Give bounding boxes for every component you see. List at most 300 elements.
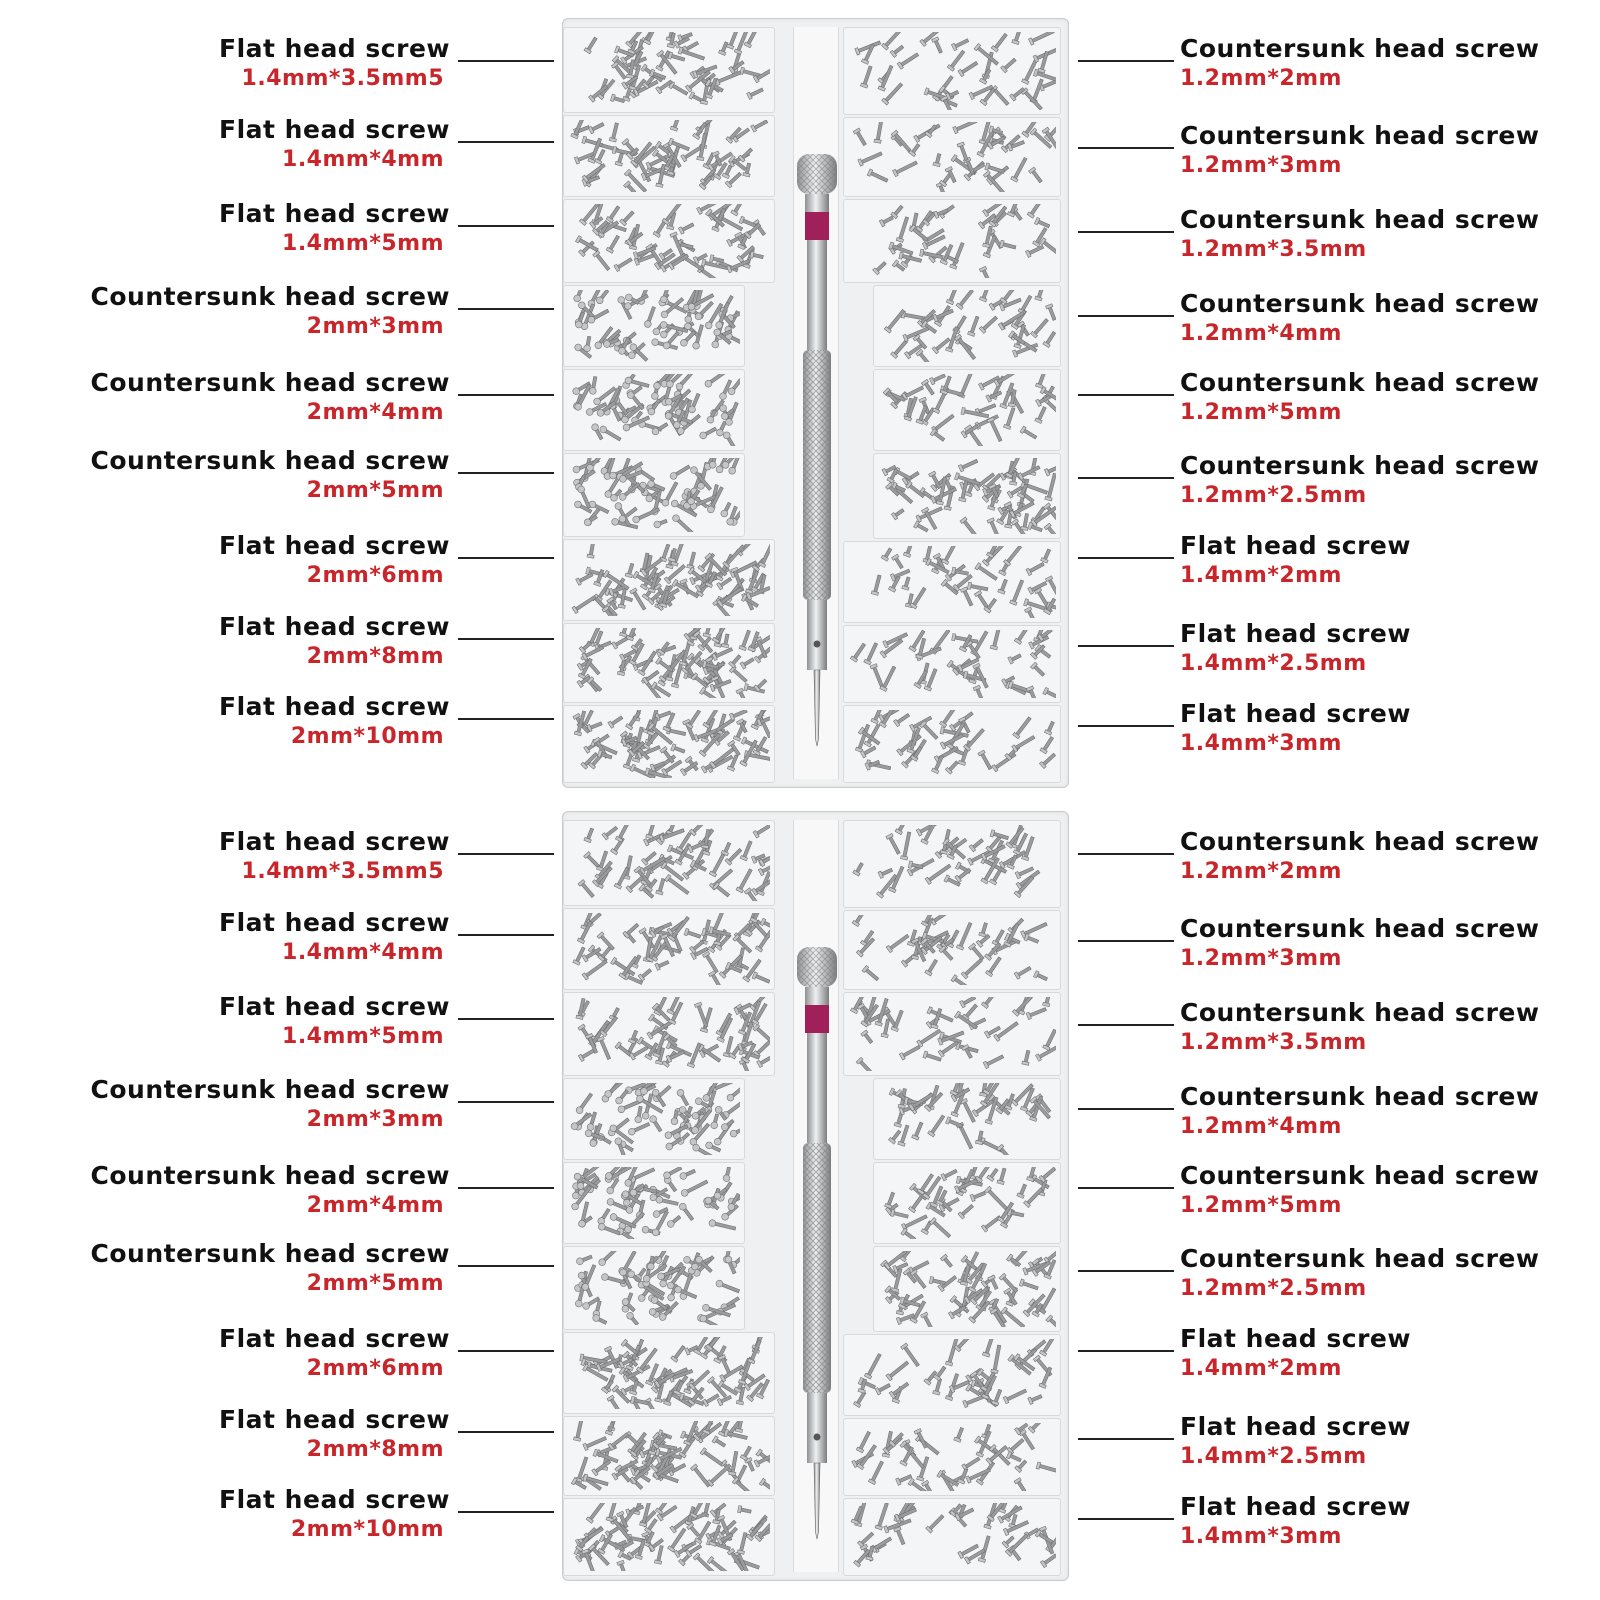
tray-compartment: [563, 623, 775, 703]
screw-icon: [962, 1045, 974, 1060]
tray-compartment: [563, 453, 745, 537]
screw-pile: [568, 1421, 770, 1491]
screw-type-name: Flat head screw: [219, 612, 450, 641]
screw-size: 2mm*10mm: [290, 1517, 444, 1542]
screw-pile: [568, 913, 770, 985]
tray-compartment: [563, 285, 745, 367]
screw-icon: [969, 943, 986, 961]
screw-icon: [960, 517, 978, 534]
screw-icon: [728, 654, 742, 669]
screw-icon: [886, 933, 910, 953]
screw-type-name: Countersunk head screw: [90, 1075, 450, 1104]
screw-icon: [893, 159, 919, 176]
screw-icon: [1003, 1388, 1027, 1404]
tray-compartment: [843, 117, 1061, 197]
leader-line: [1078, 315, 1174, 317]
screw-icon: [748, 1339, 763, 1364]
screw-icon: [625, 1311, 640, 1325]
leader-line: [458, 225, 554, 227]
screw-type-name: Countersunk head screw: [1180, 914, 1540, 943]
screw-icon: [870, 664, 885, 689]
screw-icon: [678, 221, 694, 234]
screw-icon: [608, 714, 624, 728]
screw-icon: [615, 825, 630, 842]
screw-icon: [941, 546, 959, 565]
screw-type-name: Countersunk head screw: [1180, 121, 1540, 150]
screw-type-name: Flat head screw: [219, 1485, 450, 1514]
tray-compartment: [563, 908, 775, 990]
screw-type-name: Countersunk head screw: [90, 446, 450, 475]
screw-type-name: Flat head screw: [219, 1324, 450, 1353]
screw-type-name: Flat head screw: [219, 692, 450, 721]
screw-icon: [715, 1279, 740, 1294]
screw-icon: [643, 306, 657, 328]
leader-line: [458, 1101, 554, 1103]
screw-type-name: Flat head screw: [219, 531, 450, 560]
screw-icon: [903, 546, 916, 557]
screw-icon: [655, 959, 670, 971]
screw-pile: [848, 204, 1056, 278]
screw-icon: [666, 1214, 682, 1229]
screw-icon: [719, 41, 730, 55]
screw-type-name: Countersunk head screw: [1180, 827, 1540, 856]
leader-line: [458, 1018, 554, 1020]
screw-icon: [901, 1228, 917, 1239]
screw-icon: [934, 745, 959, 763]
screw-icon: [1030, 662, 1046, 677]
screw-icon: [899, 1044, 921, 1060]
screw-type-name: Countersunk head screw: [90, 1239, 450, 1268]
right-screw-label: [1180, 914, 1600, 974]
screw-icon: [902, 576, 912, 590]
right-screw-label: [1180, 699, 1600, 759]
screw-icon: [928, 1114, 947, 1137]
screw-type-name: Countersunk head screw: [90, 368, 450, 397]
leader-line: [458, 853, 554, 855]
leader-line: [1078, 853, 1174, 855]
screw-icon: [1044, 523, 1056, 534]
screw-type-name: Flat head screw: [1180, 1412, 1411, 1441]
right-screw-label: [1180, 1161, 1600, 1221]
screw-icon: [974, 590, 990, 609]
screw-icon: [1046, 1315, 1056, 1327]
tray-compartment: [843, 910, 1061, 990]
screw-type-name: Countersunk head screw: [1180, 289, 1540, 318]
screw-pile: [848, 122, 1056, 192]
screw-icon: [941, 1168, 958, 1181]
screw-icon: [891, 507, 905, 520]
screw-pile: [878, 1167, 1056, 1239]
screw-kit-panel-bottom: [0, 793, 1600, 1593]
screw-icon: [692, 324, 705, 350]
screw-icon: [1020, 426, 1038, 441]
screw-icon: [979, 315, 999, 334]
screw-icon: [978, 750, 994, 771]
screw-icon: [573, 343, 592, 360]
screw-size: 1.4mm*3mm: [1180, 1524, 1342, 1549]
screw-pile: [568, 204, 770, 278]
left-screw-label: [30, 612, 450, 672]
screw-icon: [732, 1477, 757, 1491]
leader-line: [458, 1187, 554, 1189]
screw-icon: [987, 417, 1004, 442]
screw-icon: [940, 244, 954, 265]
tray-compartment: [563, 27, 775, 113]
screw-pile: [848, 1423, 1056, 1491]
screw-icon: [620, 210, 636, 226]
screw-icon: [1033, 1355, 1053, 1377]
tray-compartment: [563, 1332, 775, 1414]
screw-icon: [929, 1218, 951, 1239]
screw-icon: [617, 1560, 628, 1571]
screw-icon: [853, 128, 868, 147]
screw-icon: [687, 551, 698, 569]
screw-icon: [738, 1506, 752, 1515]
screw-icon: [1026, 1006, 1047, 1020]
screw-icon: [933, 153, 943, 167]
left-screw-label: [30, 992, 450, 1052]
screw-icon: [593, 251, 612, 272]
screw-icon: [933, 1378, 944, 1395]
tray-compartment: [843, 27, 1061, 115]
screw-icon: [759, 1478, 770, 1491]
leader-line: [1078, 1350, 1174, 1352]
screw-icon: [614, 1088, 630, 1105]
screw-icon: [874, 122, 885, 143]
screw-icon: [1044, 721, 1056, 736]
screw-pile: [848, 1339, 1056, 1411]
screw-icon: [642, 669, 660, 685]
screw-icon: [690, 1464, 711, 1488]
screw-icon: [573, 290, 586, 303]
screw-icon: [1019, 1279, 1039, 1292]
screw-icon: [1014, 630, 1030, 644]
screw-size: 1.2mm*2mm: [1180, 859, 1342, 884]
screw-type-name: Flat head screw: [219, 827, 450, 856]
screw-icon: [1035, 290, 1047, 301]
screw-pile: [848, 997, 1056, 1071]
screw-icon: [916, 349, 934, 362]
screw-icon: [615, 152, 625, 166]
screw-icon: [991, 1389, 1003, 1406]
screw-icon: [576, 571, 594, 585]
screw-type-name: Countersunk head screw: [1180, 451, 1540, 480]
screw-icon: [1035, 406, 1048, 424]
screw-icon: [702, 951, 719, 974]
leader-line: [1078, 147, 1174, 149]
screw-size: 1.4mm*5mm: [282, 231, 444, 256]
screw-pile: [878, 374, 1056, 446]
tray-compartment: [843, 541, 1061, 623]
screw-icon: [1024, 1186, 1045, 1207]
screw-size: 1.2mm*4mm: [1180, 321, 1342, 346]
screw-icon: [961, 957, 984, 979]
leader-line: [1078, 1270, 1174, 1272]
screw-icon: [669, 463, 691, 480]
left-screw-label: [30, 908, 450, 968]
screw-icon: [626, 628, 640, 641]
leader-line: [458, 557, 554, 559]
screw-icon: [930, 429, 946, 443]
screw-pile: [568, 825, 770, 901]
screw-icon: [853, 1391, 867, 1408]
screw-pile: [848, 1503, 1056, 1571]
screw-size: 2mm*8mm: [306, 644, 444, 669]
screw-icon: [890, 44, 905, 58]
leader-line: [458, 60, 554, 62]
screw-icon: [583, 336, 593, 352]
screw-icon: [722, 1167, 732, 1182]
screw-size: 2mm*6mm: [306, 563, 444, 588]
right-screw-label: [1180, 619, 1600, 679]
screw-icon: [873, 260, 888, 275]
screw-icon: [1005, 1532, 1029, 1556]
screw-icon: [884, 308, 906, 333]
left-screw-label: [30, 115, 450, 175]
screw-icon: [973, 685, 984, 698]
screw-icon: [921, 825, 939, 845]
screw-icon: [945, 1339, 959, 1366]
screw-icon: [638, 967, 653, 981]
left-screw-label: [30, 199, 450, 259]
screw-type-name: Countersunk head screw: [1180, 998, 1540, 1027]
screw-icon: [858, 150, 883, 166]
right-screw-label: [1180, 289, 1600, 349]
tray-compartment: [873, 1246, 1061, 1332]
screw-icon: [940, 1254, 953, 1268]
screw-icon: [584, 36, 599, 54]
screw-size: 2mm*5mm: [306, 1271, 444, 1296]
screw-icon: [1014, 965, 1032, 979]
tray-compartment: [843, 820, 1061, 908]
screw-icon: [575, 1092, 594, 1115]
tray-compartment: [873, 1162, 1061, 1244]
tray-compartment: [563, 539, 775, 621]
screw-icon: [983, 1053, 1004, 1068]
screw-size: 2mm*4mm: [306, 400, 444, 425]
tray-compartment: [843, 1334, 1061, 1416]
screw-icon: [1041, 548, 1053, 563]
right-screw-label: [1180, 1412, 1600, 1472]
leader-line: [458, 934, 554, 936]
tray-compartment: [563, 369, 745, 451]
right-screw-label: [1180, 121, 1600, 181]
screw-type-name: Countersunk head screw: [90, 1161, 450, 1190]
screw-icon: [583, 514, 598, 527]
screw-icon: [747, 86, 765, 99]
screw-icon: [606, 234, 621, 253]
screw-icon: [898, 1124, 911, 1146]
screw-icon: [891, 130, 912, 153]
screw-icon: [970, 1190, 986, 1202]
screw-icon: [1000, 240, 1017, 251]
screw-icon: [574, 1421, 586, 1441]
screw-icon: [597, 1251, 622, 1267]
screw-icon: [856, 1057, 877, 1071]
leader-line: [458, 472, 554, 474]
screw-type-name: Flat head screw: [219, 34, 450, 63]
screw-icon: [676, 1088, 690, 1107]
screw-icon: [653, 518, 668, 529]
screw-icon: [926, 1513, 946, 1533]
screw-size: 1.4mm*4mm: [282, 940, 444, 965]
screw-icon: [917, 1173, 935, 1195]
screw-icon: [736, 868, 754, 893]
screw-icon: [662, 1167, 682, 1180]
screw-type-name: Countersunk head screw: [90, 282, 450, 311]
left-screw-label: [30, 1485, 450, 1545]
screw-icon: [979, 266, 997, 278]
screw-icon: [958, 458, 978, 472]
screw-icon: [1028, 1423, 1042, 1433]
screw-type-name: Flat head screw: [219, 992, 450, 1021]
screw-icon: [1026, 561, 1045, 576]
screw-icon: [850, 642, 867, 662]
leader-line: [458, 141, 554, 143]
screw-icon: [648, 1114, 663, 1132]
right-screw-label: [1180, 531, 1600, 591]
screw-pile: [848, 32, 1056, 110]
leader-line: [1078, 940, 1174, 942]
screw-icon: [878, 867, 893, 879]
tray-compartment: [873, 453, 1061, 539]
screw-size: 1.4mm*2.5mm: [1180, 651, 1367, 676]
screw-icon: [1035, 374, 1051, 388]
screw-type-name: Flat head screw: [1180, 531, 1411, 560]
leader-line: [1078, 645, 1174, 647]
screw-size: 1.2mm*3mm: [1180, 153, 1342, 178]
screw-icon: [1028, 1393, 1043, 1405]
screw-icon: [951, 975, 972, 985]
screw-icon: [991, 32, 1009, 52]
screw-type-name: Countersunk head screw: [1180, 1244, 1540, 1273]
screw-icon: [954, 1427, 965, 1443]
screw-icon: [1040, 735, 1055, 753]
leader-line: [1078, 60, 1174, 62]
screw-size: 2mm*5mm: [306, 478, 444, 503]
leader-line: [458, 1431, 554, 1433]
screw-icon: [588, 500, 610, 515]
screw-icon: [637, 1288, 651, 1303]
screw-icon: [1024, 607, 1040, 618]
screw-pile: [878, 290, 1056, 362]
screw-icon: [871, 574, 883, 595]
screw-icon: [708, 1219, 736, 1232]
screw-icon: [584, 827, 595, 842]
screw-icon: [722, 431, 740, 446]
screw-icon: [1012, 32, 1025, 45]
screw-icon: [587, 544, 596, 558]
screw-icon: [921, 1312, 938, 1327]
left-screw-label: [30, 368, 450, 428]
screw-type-name: Countersunk head screw: [1180, 1161, 1540, 1190]
leader-line: [1078, 231, 1174, 233]
screw-icon: [897, 51, 920, 69]
screw-type-name: Countersunk head screw: [1180, 368, 1540, 397]
screw-icon: [879, 214, 894, 226]
screw-icon: [945, 760, 959, 775]
screw-icon: [958, 1203, 975, 1219]
screw-icon: [969, 837, 985, 852]
screw-icon: [712, 1436, 727, 1449]
screw-icon: [901, 832, 913, 860]
screw-icon: [1003, 407, 1016, 429]
screw-icon: [1027, 204, 1042, 218]
screw-icon: [576, 1253, 593, 1265]
screw-icon: [1021, 88, 1044, 110]
screw-icon: [1028, 32, 1055, 45]
screw-size: 1.4mm*3.5mm5: [241, 66, 444, 91]
screw-icon: [678, 1202, 695, 1222]
screw-icon: [1018, 464, 1041, 480]
left-screw-label: [30, 1239, 450, 1299]
screw-size: 1.4mm*5mm: [282, 1024, 444, 1049]
screw-size: 1.4mm*2mm: [1180, 1356, 1342, 1381]
screw-pile: [878, 1083, 1056, 1155]
left-screw-label: [30, 1324, 450, 1384]
screw-icon: [951, 37, 969, 51]
screw-size: 1.2mm*5mm: [1180, 1193, 1342, 1218]
screw-icon: [1014, 875, 1035, 898]
screw-icon: [886, 833, 902, 855]
screw-icon: [881, 547, 893, 561]
leader-line: [458, 308, 554, 310]
screw-icon: [987, 1167, 1000, 1181]
screw-icon: [753, 825, 770, 838]
screw-icon: [586, 1503, 606, 1523]
screw-icon: [853, 862, 865, 876]
screw-type-name: Countersunk head screw: [1180, 34, 1540, 63]
screw-size: 2mm*3mm: [306, 314, 444, 339]
screw-type-name: Flat head screw: [1180, 699, 1411, 728]
screw-type-name: Countersunk head screw: [1180, 1082, 1540, 1111]
leader-line: [458, 1511, 554, 1513]
screw-icon: [1034, 217, 1050, 229]
screw-size: 1.2mm*2mm: [1180, 66, 1342, 91]
leader-line: [1078, 1024, 1174, 1026]
screw-size: 1.2mm*5mm: [1180, 400, 1342, 425]
screw-icon: [954, 334, 977, 360]
screw-type-name: Flat head screw: [219, 1405, 450, 1434]
right-screw-label: [1180, 1492, 1600, 1552]
screw-pile: [568, 710, 770, 778]
screw-icon: [713, 882, 731, 898]
tray-compartment: [843, 992, 1061, 1076]
screw-icon: [1021, 921, 1048, 938]
screw-icon: [729, 1451, 740, 1476]
precision-screwdriver-icon: [789, 154, 845, 754]
left-screw-label: [30, 531, 450, 591]
screw-icon: [960, 587, 974, 607]
screw-icon: [1013, 716, 1033, 739]
leader-line: [1078, 1108, 1174, 1110]
screw-icon: [861, 1030, 874, 1045]
screw-icon: [864, 642, 880, 665]
leader-line: [458, 638, 554, 640]
screw-icon: [729, 710, 748, 720]
tray-compartment: [563, 1416, 775, 1496]
screw-icon: [723, 544, 746, 568]
screw-type-name: Flat head screw: [1180, 1324, 1411, 1353]
screw-icon: [1036, 1462, 1056, 1474]
screw-icon: [862, 965, 880, 982]
screw-icon: [599, 425, 622, 443]
screw-size: 1.4mm*4mm: [282, 147, 444, 172]
screw-icon: [932, 37, 945, 54]
tray-compartment: [563, 820, 775, 906]
screw-icon: [1011, 157, 1029, 183]
screw-icon: [894, 712, 911, 727]
